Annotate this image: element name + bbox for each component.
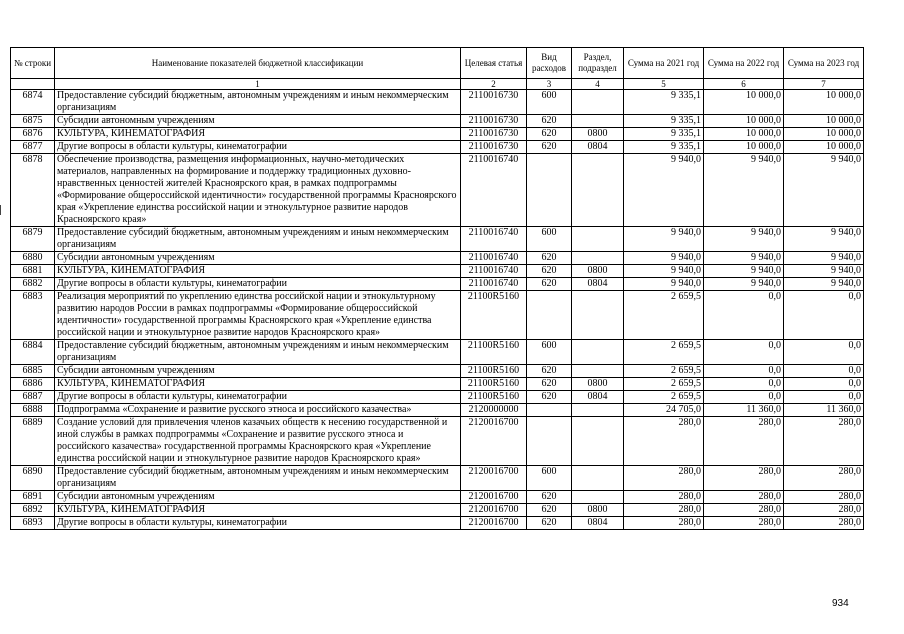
- column-number: 5: [624, 79, 704, 90]
- table-row: [11, 141, 864, 154]
- cell-sum-2023: 0,0: [784, 378, 864, 391]
- header-section: Раздел, подраздел: [572, 48, 624, 79]
- cell-sum-2021: 280,0: [624, 504, 704, 517]
- cell-sum-2023: 10 000,0: [784, 90, 864, 115]
- cell-sum-2022: 9 940,0: [704, 278, 784, 291]
- table-row: [11, 252, 864, 265]
- cell-indicator-name: Подпрограмма «Сохранение и развитие русского этноса и российского казачества»: [55, 404, 461, 417]
- cell-expense-kind: 620: [527, 491, 572, 504]
- cell-row-number: 6877: [11, 141, 55, 154]
- cell-expense-kind: 620: [527, 128, 572, 141]
- table-row: [11, 278, 864, 291]
- cell-row-number: 6888: [11, 404, 55, 417]
- header-sum-2022: Сумма на 2022 год: [704, 48, 784, 79]
- cell-row-number: 6882: [11, 278, 55, 291]
- cell-target-article: 2120016700: [461, 417, 527, 466]
- column-number: 6: [704, 79, 784, 90]
- cell-section: [572, 90, 624, 115]
- cell-expense-kind: 600: [527, 227, 572, 252]
- table-row: [11, 491, 864, 504]
- table-row: [11, 128, 864, 141]
- cell-indicator-name: Субсидии автономным учреждениям: [55, 115, 461, 128]
- cell-sum-2021: 9 940,0: [624, 252, 704, 265]
- cell-sum-2023: 10 000,0: [784, 141, 864, 154]
- table-row: [11, 291, 864, 340]
- cell-row-number: 6890: [11, 466, 55, 491]
- cell-target-article: 21100R5160: [461, 378, 527, 391]
- table-row: [11, 90, 864, 115]
- cell-section: [572, 115, 624, 128]
- cell-expense-kind: 600: [527, 90, 572, 115]
- cell-target-article: 2120016700: [461, 517, 527, 530]
- cell-sum-2021: 280,0: [624, 417, 704, 466]
- cell-sum-2022: 11 360,0: [704, 404, 784, 417]
- cell-target-article: 2110016740: [461, 227, 527, 252]
- cell-section: 0804: [572, 391, 624, 404]
- cell-sum-2021: 280,0: [624, 466, 704, 491]
- cell-row-number: 6889: [11, 417, 55, 466]
- cell-expense-kind: 600: [527, 466, 572, 491]
- cell-sum-2022: 280,0: [704, 504, 784, 517]
- cell-sum-2021: 9 940,0: [624, 227, 704, 252]
- table-row: [11, 227, 864, 252]
- cell-target-article: 2110016730: [461, 90, 527, 115]
- table-row: [11, 365, 864, 378]
- cell-sum-2023: 0,0: [784, 291, 864, 340]
- cell-target-article: 2110016730: [461, 141, 527, 154]
- cell-indicator-name: КУЛЬТУРА, КИНЕМАТОГРАФИЯ: [55, 378, 461, 391]
- header-target: Целевая статья: [461, 48, 527, 79]
- cell-sum-2021: 9 335,1: [624, 90, 704, 115]
- cell-sum-2021: 9 335,1: [624, 115, 704, 128]
- cell-expense-kind: 620: [527, 115, 572, 128]
- cell-sum-2023: 280,0: [784, 466, 864, 491]
- cell-sum-2022: 10 000,0: [704, 141, 784, 154]
- cell-section: [572, 227, 624, 252]
- cell-sum-2022: 0,0: [704, 378, 784, 391]
- cell-row-number: 6886: [11, 378, 55, 391]
- cell-row-number: 6887: [11, 391, 55, 404]
- cell-sum-2022: 280,0: [704, 491, 784, 504]
- table-row: [11, 378, 864, 391]
- cell-row-number: 6880: [11, 252, 55, 265]
- cell-indicator-name: Предоставление субсидий бюджетным, автономным учреждениям и иным некоммерческим организациям: [55, 227, 461, 252]
- cell-sum-2023: 280,0: [784, 417, 864, 466]
- cell-expense-kind: 600: [527, 340, 572, 365]
- cell-target-article: 21100R5160: [461, 391, 527, 404]
- header-name: Наименование показателей бюджетной классификации: [55, 48, 461, 79]
- cell-sum-2021: 9 335,1: [624, 141, 704, 154]
- cell-sum-2022: 0,0: [704, 391, 784, 404]
- table-row: [11, 340, 864, 365]
- cell-expense-kind: [527, 404, 572, 417]
- cell-target-article: 2120016700: [461, 504, 527, 517]
- cell-indicator-name: Другие вопросы в области культуры, кинематографии: [55, 141, 461, 154]
- cell-row-number: 6876: [11, 128, 55, 141]
- cell-sum-2022: 9 940,0: [704, 265, 784, 278]
- header-sum-2021: Сумма на 2021 год: [624, 48, 704, 79]
- cell-indicator-name: КУЛЬТУРА, КИНЕМАТОГРАФИЯ: [55, 265, 461, 278]
- cell-sum-2021: 9 940,0: [624, 265, 704, 278]
- cell-sum-2021: 9 940,0: [624, 278, 704, 291]
- column-number: 3: [527, 79, 572, 90]
- cell-sum-2021: 9 335,1: [624, 128, 704, 141]
- cell-section: [572, 291, 624, 340]
- cell-indicator-name: Предоставление субсидий бюджетным, автономным учреждениям и иным некоммерческим организациям: [55, 340, 461, 365]
- cell-row-number: 6892: [11, 504, 55, 517]
- table-body: [11, 90, 864, 530]
- cell-section: 0800: [572, 128, 624, 141]
- page-number: 934: [832, 598, 849, 609]
- cell-section: [572, 417, 624, 466]
- cell-indicator-name: Субсидии автономным учреждениям: [55, 491, 461, 504]
- cell-section: [572, 491, 624, 504]
- cell-sum-2022: 10 000,0: [704, 128, 784, 141]
- cell-sum-2021: 24 705,0: [624, 404, 704, 417]
- header-kind: Вид расходов: [527, 48, 572, 79]
- cell-section: [572, 365, 624, 378]
- cell-sum-2022: 9 940,0: [704, 154, 784, 227]
- cell-target-article: 2110016740: [461, 154, 527, 227]
- cell-sum-2022: 10 000,0: [704, 90, 784, 115]
- header-sum-2023: Сумма на 2023 год: [784, 48, 864, 79]
- cell-section: [572, 404, 624, 417]
- cell-sum-2023: 0,0: [784, 365, 864, 378]
- cell-sum-2021: 2 659,5: [624, 391, 704, 404]
- column-number: 7: [784, 79, 864, 90]
- table-row: [11, 417, 864, 466]
- column-number: [11, 79, 55, 90]
- cell-section: [572, 154, 624, 227]
- cell-indicator-name: Обеспечение производства, размещения информационных, научно-методических материалов, направленных на формирование и поддержку традиционных духовно-нравственных ценностей жителей Красноярского края, в рамках подпрограммы «Формирование общероссийской идентичности» государственной программы Красноярского края «Укрепление единства российской нации и этнокультурное развитие народов Красноярского края»: [55, 154, 461, 227]
- cell-sum-2021: 280,0: [624, 491, 704, 504]
- cell-row-number: 6875: [11, 115, 55, 128]
- cell-sum-2021: 2 659,5: [624, 365, 704, 378]
- column-number-row: [11, 79, 864, 90]
- cell-sum-2022: 9 940,0: [704, 227, 784, 252]
- cell-target-article: 2110016730: [461, 115, 527, 128]
- cell-target-article: 21100R5160: [461, 291, 527, 340]
- cell-expense-kind: 620: [527, 504, 572, 517]
- cell-expense-kind: [527, 291, 572, 340]
- cell-section: [572, 340, 624, 365]
- cell-sum-2023: 9 940,0: [784, 278, 864, 291]
- cell-sum-2023: 0,0: [784, 391, 864, 404]
- table-row: [11, 504, 864, 517]
- cell-indicator-name: КУЛЬТУРА, КИНЕМАТОГРАФИЯ: [55, 504, 461, 517]
- cell-sum-2023: 280,0: [784, 504, 864, 517]
- cell-indicator-name: Создание условий для привлечения членов казачьих обществ к несению государственной и иной службы в рамках подпрограммы «Сохранение и развитие русского этноса и российского казачества» государственной программы Красноярского края «Укрепление единства российской нации и этнокультурное развитие народов Красноярского края»: [55, 417, 461, 466]
- cell-sum-2023: 10 000,0: [784, 128, 864, 141]
- cell-sum-2023: 9 940,0: [784, 265, 864, 278]
- cell-target-article: 2110016730: [461, 128, 527, 141]
- cell-section: 0804: [572, 278, 624, 291]
- column-number: 1: [55, 79, 461, 90]
- cell-section: 0800: [572, 265, 624, 278]
- cell-sum-2023: 0,0: [784, 340, 864, 365]
- cell-target-article: 21100R5160: [461, 365, 527, 378]
- cell-sum-2023: 9 940,0: [784, 154, 864, 227]
- cell-expense-kind: 620: [527, 278, 572, 291]
- cell-expense-kind: 620: [527, 265, 572, 278]
- cell-expense-kind: 620: [527, 391, 572, 404]
- cell-section: [572, 252, 624, 265]
- column-number: 4: [572, 79, 624, 90]
- cell-expense-kind: 620: [527, 517, 572, 530]
- cell-target-article: 2120016700: [461, 466, 527, 491]
- cell-section: 0804: [572, 517, 624, 530]
- cell-sum-2022: 280,0: [704, 466, 784, 491]
- cell-indicator-name: Субсидии автономным учреждениям: [55, 365, 461, 378]
- cell-section: [572, 466, 624, 491]
- table-row: [11, 391, 864, 404]
- cell-indicator-name: Субсидии автономным учреждениям: [55, 252, 461, 265]
- header-row: [11, 48, 864, 79]
- column-number: 2: [461, 79, 527, 90]
- cell-indicator-name: КУЛЬТУРА, КИНЕМАТОГРАФИЯ: [55, 128, 461, 141]
- cell-row-number: 6884: [11, 340, 55, 365]
- cell-row-number: 6881: [11, 265, 55, 278]
- cell-sum-2021: 2 659,5: [624, 340, 704, 365]
- cell-indicator-name: Другие вопросы в области культуры, кинематографии: [55, 391, 461, 404]
- table-row: [11, 265, 864, 278]
- cell-expense-kind: 620: [527, 252, 572, 265]
- budget-table: [10, 47, 864, 530]
- cell-sum-2022: 280,0: [704, 517, 784, 530]
- cell-sum-2022: 280,0: [704, 417, 784, 466]
- cell-expense-kind: 620: [527, 141, 572, 154]
- cell-sum-2023: 280,0: [784, 517, 864, 530]
- table-row: [11, 517, 864, 530]
- cell-indicator-name: Другие вопросы в области культуры, кинематографии: [55, 517, 461, 530]
- cell-sum-2022: 9 940,0: [704, 252, 784, 265]
- cell-sum-2022: 10 000,0: [704, 115, 784, 128]
- cell-target-article: 2120000000: [461, 404, 527, 417]
- cell-sum-2021: 9 940,0: [624, 154, 704, 227]
- cell-sum-2021: 2 659,5: [624, 378, 704, 391]
- cell-row-number: 6883: [11, 291, 55, 340]
- cell-row-number: 6893: [11, 517, 55, 530]
- cell-indicator-name: Предоставление субсидий бюджетным, автономным учреждениям и иным некоммерческим организациям: [55, 466, 461, 491]
- cell-sum-2021: 280,0: [624, 517, 704, 530]
- cell-expense-kind: [527, 417, 572, 466]
- cell-sum-2022: 0,0: [704, 365, 784, 378]
- cell-indicator-name: Другие вопросы в области культуры, кинематографии: [55, 278, 461, 291]
- table-row: [11, 154, 864, 227]
- cell-row-number: 6885: [11, 365, 55, 378]
- cell-section: 0804: [572, 141, 624, 154]
- table-row: [11, 115, 864, 128]
- cell-sum-2023: 11 360,0: [784, 404, 864, 417]
- cell-target-article: 2110016740: [461, 265, 527, 278]
- cell-target-article: 21100R5160: [461, 340, 527, 365]
- cell-row-number: 6874: [11, 90, 55, 115]
- cell-sum-2023: 9 940,0: [784, 252, 864, 265]
- cell-target-article: 2120016700: [461, 491, 527, 504]
- cell-sum-2022: 0,0: [704, 291, 784, 340]
- scan-edge-mark: [0, 205, 1, 215]
- cell-sum-2023: 10 000,0: [784, 115, 864, 128]
- cell-indicator-name: Предоставление субсидий бюджетным, автономным учреждениям и иным некоммерческим организациям: [55, 90, 461, 115]
- cell-expense-kind: 620: [527, 378, 572, 391]
- cell-target-article: 2110016740: [461, 252, 527, 265]
- cell-row-number: 6879: [11, 227, 55, 252]
- cell-section: 0800: [572, 378, 624, 391]
- cell-section: 0800: [572, 504, 624, 517]
- cell-sum-2021: 2 659,5: [624, 291, 704, 340]
- cell-target-article: 2110016740: [461, 278, 527, 291]
- cell-sum-2023: 9 940,0: [784, 227, 864, 252]
- cell-sum-2023: 280,0: [784, 491, 864, 504]
- cell-expense-kind: [527, 154, 572, 227]
- table-row: [11, 404, 864, 417]
- cell-sum-2022: 0,0: [704, 340, 784, 365]
- cell-row-number: 6891: [11, 491, 55, 504]
- cell-row-number: 6878: [11, 154, 55, 227]
- table-row: [11, 466, 864, 491]
- cell-indicator-name: Реализация мероприятий по укреплению единства российской нации и этнокультурному развитию народов России в рамках подпрограммы «Формирование общероссийской идентичности» государственной программы Красноярского края «Укрепление единства российской нации и этнокультурное развитие народов Красноярского края»: [55, 291, 461, 340]
- header-row-no: № строки: [11, 48, 55, 79]
- cell-expense-kind: 620: [527, 365, 572, 378]
